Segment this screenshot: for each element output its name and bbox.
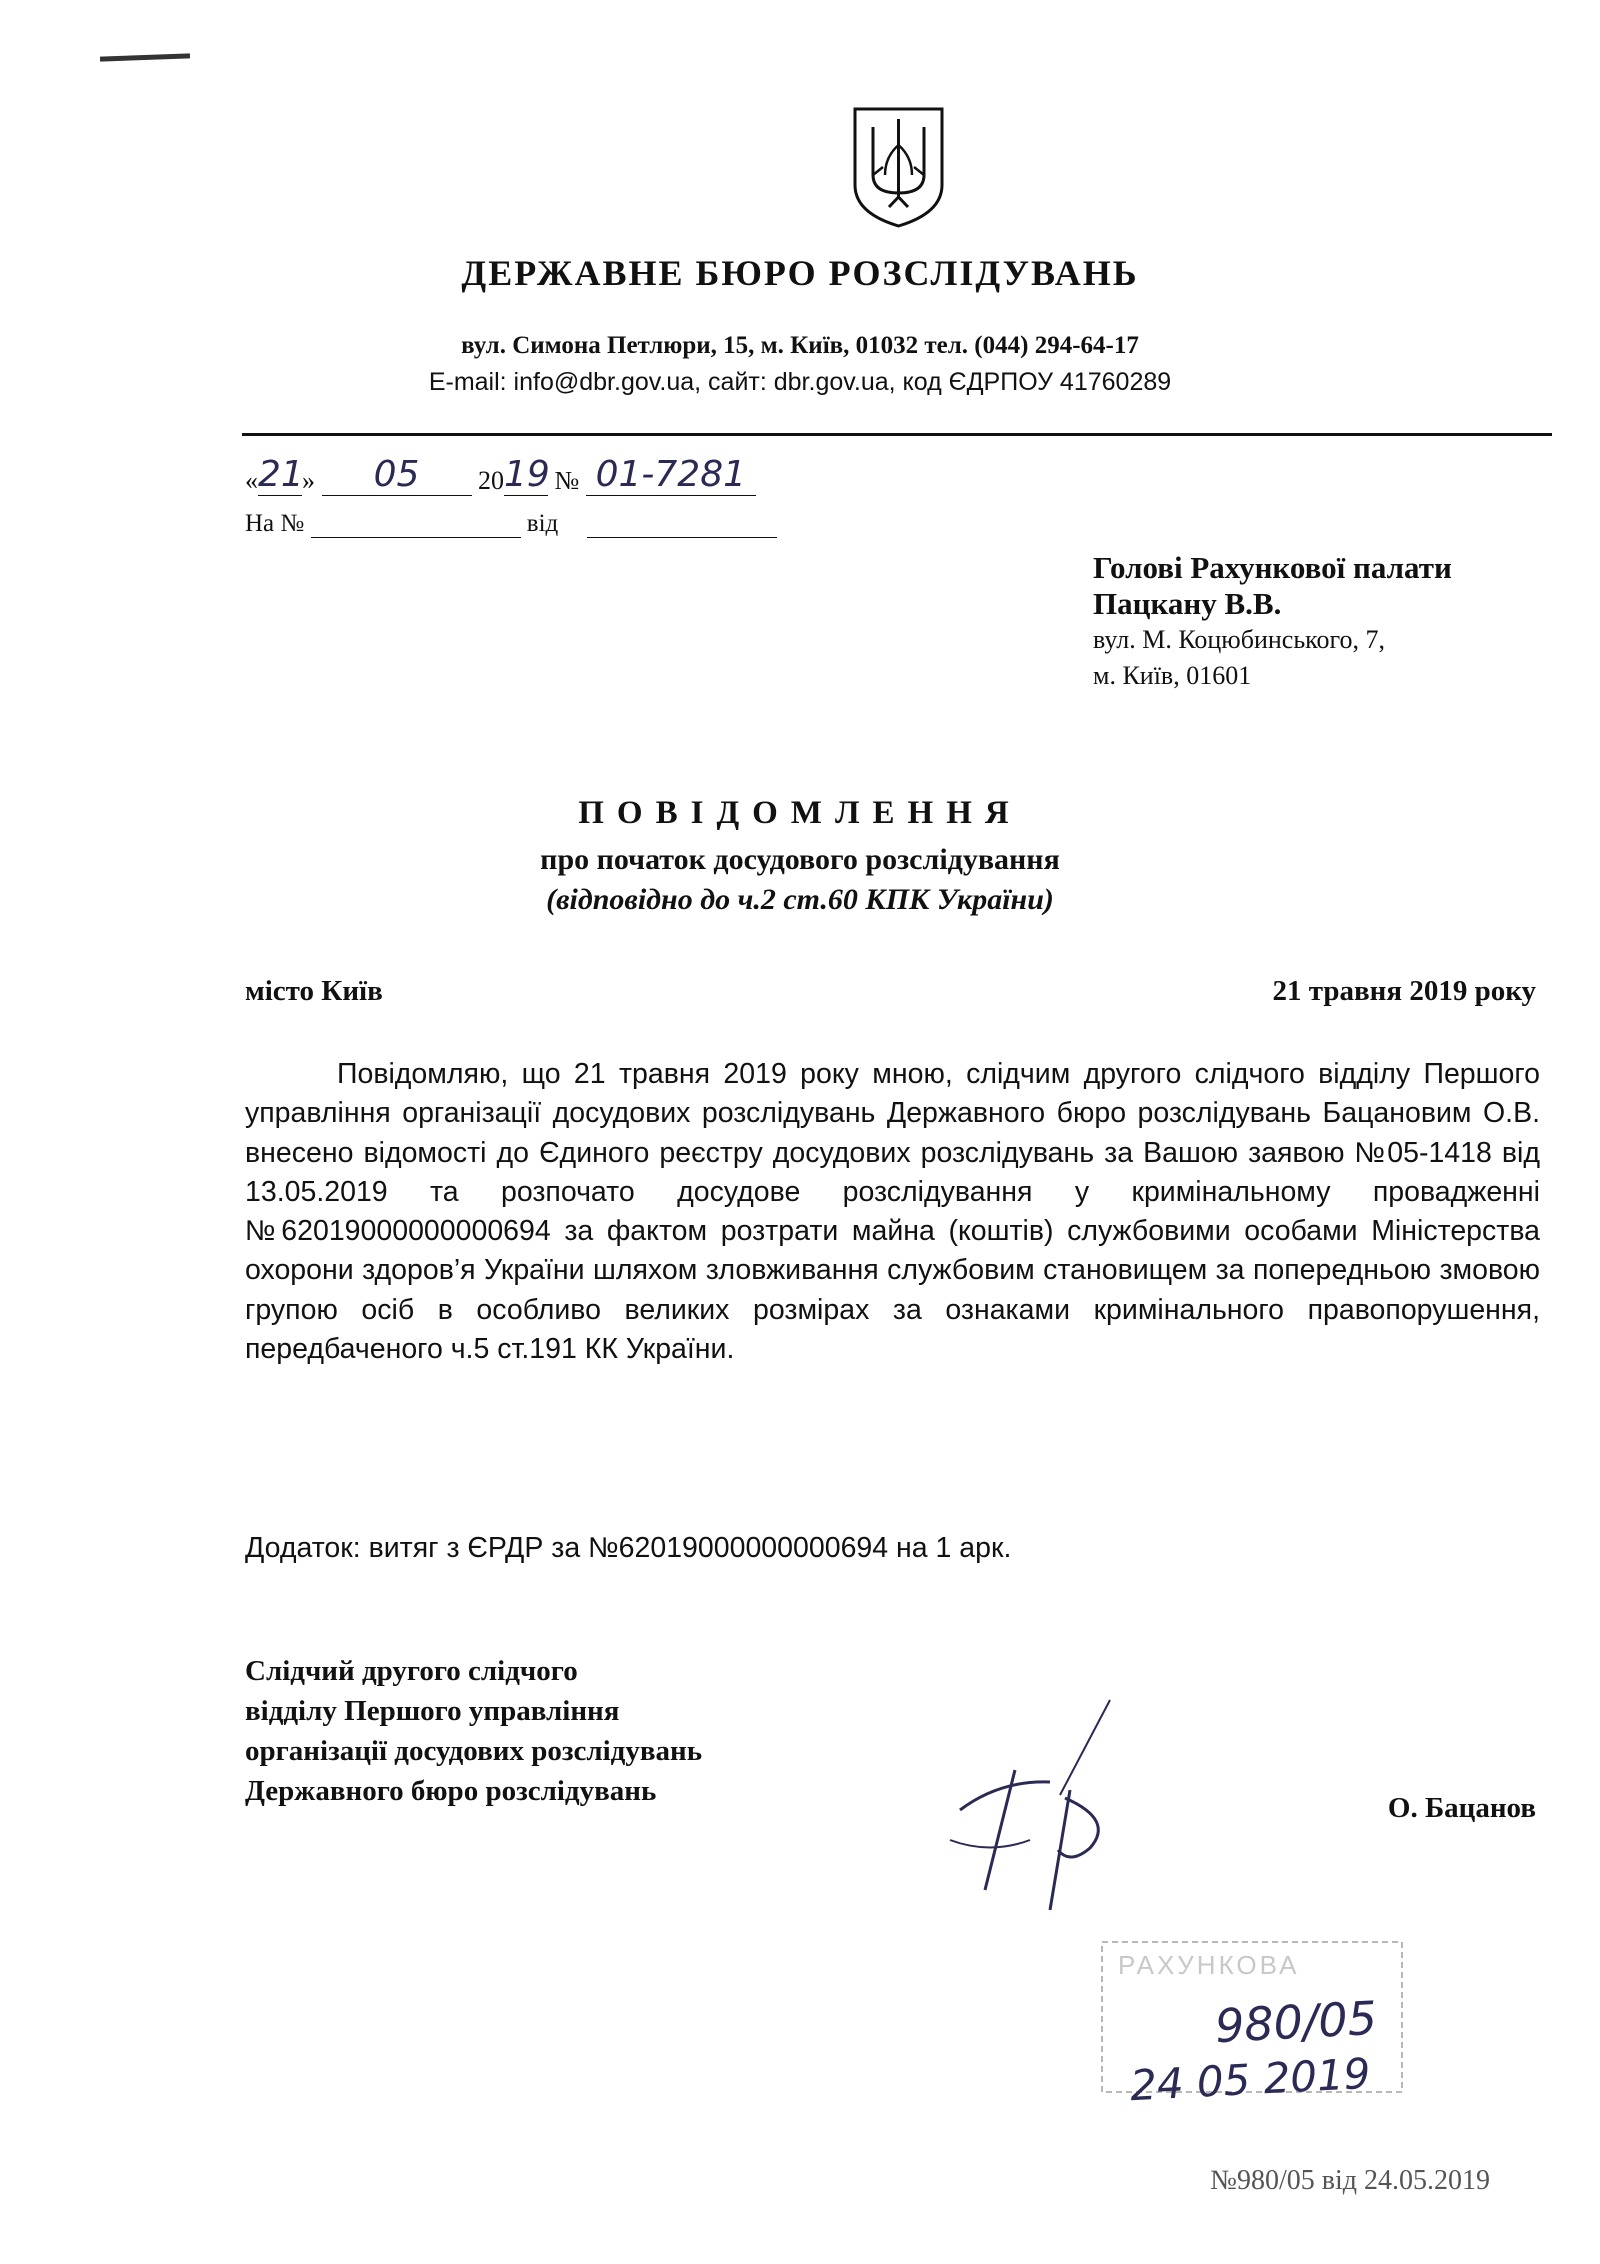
addressee-street: вул. М. Коцюбинського, 7, xyxy=(1093,625,1386,654)
stamp-registration-date: 24 05 2019 xyxy=(1128,2048,1372,2111)
quote-open: « xyxy=(245,466,258,495)
document-city: місто Київ xyxy=(245,975,383,1007)
year-prefix: 20 xyxy=(478,466,504,495)
incoming-number-line xyxy=(311,537,521,538)
outgoing-year: 19 xyxy=(504,454,550,495)
agency-address: вул. Симона Петлюри, 15, м. Київ, 01032 тел. (044) 294-64-17 xyxy=(461,332,1139,359)
addressee-block xyxy=(1093,550,1452,694)
svg-text:РАХУНКОВА: РАХУНКОВА xyxy=(1118,1950,1300,1980)
incoming-reference xyxy=(245,510,777,538)
signer-name: О. Бацанов xyxy=(1387,1792,1536,1824)
addressee-position: Голові Рахункової палати xyxy=(1093,550,1452,585)
signatory-position-line: Слідчий другого слідчого xyxy=(245,1655,578,1687)
document-date: 21 травня 2019 року xyxy=(1272,975,1536,1007)
agency-name: ДЕРЖАВНЕ БЮРО РОЗСЛІДУВАНЬ xyxy=(461,253,1139,293)
document-legal-basis: (відповідно до ч.2 ст.60 КПК України) xyxy=(546,883,1054,916)
incoming-date-label: від xyxy=(526,510,559,537)
addressee-city: м. Київ, 01601 xyxy=(1093,661,1252,690)
registration-note: №980/05 від 24.05.2019 xyxy=(1210,2165,1490,2196)
agency-contacts: E-mail: info@dbr.gov.ua, сайт: dbr.gov.ua, код ЄДРПОУ 41760289 xyxy=(428,368,1172,396)
outgoing-reference xyxy=(245,455,756,496)
number-sign: № xyxy=(554,466,580,495)
document-subtitle: про початок досудового розслідування xyxy=(540,843,1060,876)
letterhead-divider xyxy=(242,433,1552,436)
signatory-position xyxy=(245,1651,702,1811)
incoming-date-line xyxy=(587,537,777,538)
signatory-position-line: відділу Першого управління xyxy=(245,1695,620,1727)
outgoing-number: 01-7281 xyxy=(586,455,756,496)
signatory-position-line: Державного бюро розслідувань xyxy=(245,1775,657,1807)
document-title: ПОВІДОМЛЕННЯ xyxy=(578,795,1022,831)
scan-artifact-mark xyxy=(100,53,190,61)
addressee-name: Пацкану В.В. xyxy=(1093,586,1282,621)
quote-close: » xyxy=(302,466,315,495)
outgoing-month: 05 xyxy=(322,455,472,496)
stamp-registration-number: 980/05 xyxy=(1213,1990,1379,2054)
incoming-number-label: На № xyxy=(245,510,305,537)
outgoing-day: 21 xyxy=(258,454,304,495)
appendix-line: Додаток: витяг з ЄРДР за №62019000000000694 на 1 арк. xyxy=(245,1532,1012,1564)
notification-body: Повідомляю, що 21 травня 2019 року мною, слідчим другого слідчого відділу Першого управління організації досудових розслідувань Державного бюро розслідувань Бацановим О.В. внесено відомості до Єдиного реєстру досудових розслідувань за Вашою заявою №05-1418 від 13.05.2019 та розпочато досудове розслідування у кримінальному провадженні №62019000000000694 за фактом розтрати майна (коштів) службовими особами Міністерства охорони здоров’я України шляхом зловживання службовим становищем за попередньою змовою групою осіб в особливо великих розмірах за ознаками кримінального правопорушення, передбаченого ч.5 ст.191 КК України. xyxy=(245,1058,1540,1366)
handwritten-signature xyxy=(940,1690,1170,1940)
trident-icon xyxy=(851,105,946,230)
signatory-position-line: організації досудових розслідувань xyxy=(245,1735,703,1767)
